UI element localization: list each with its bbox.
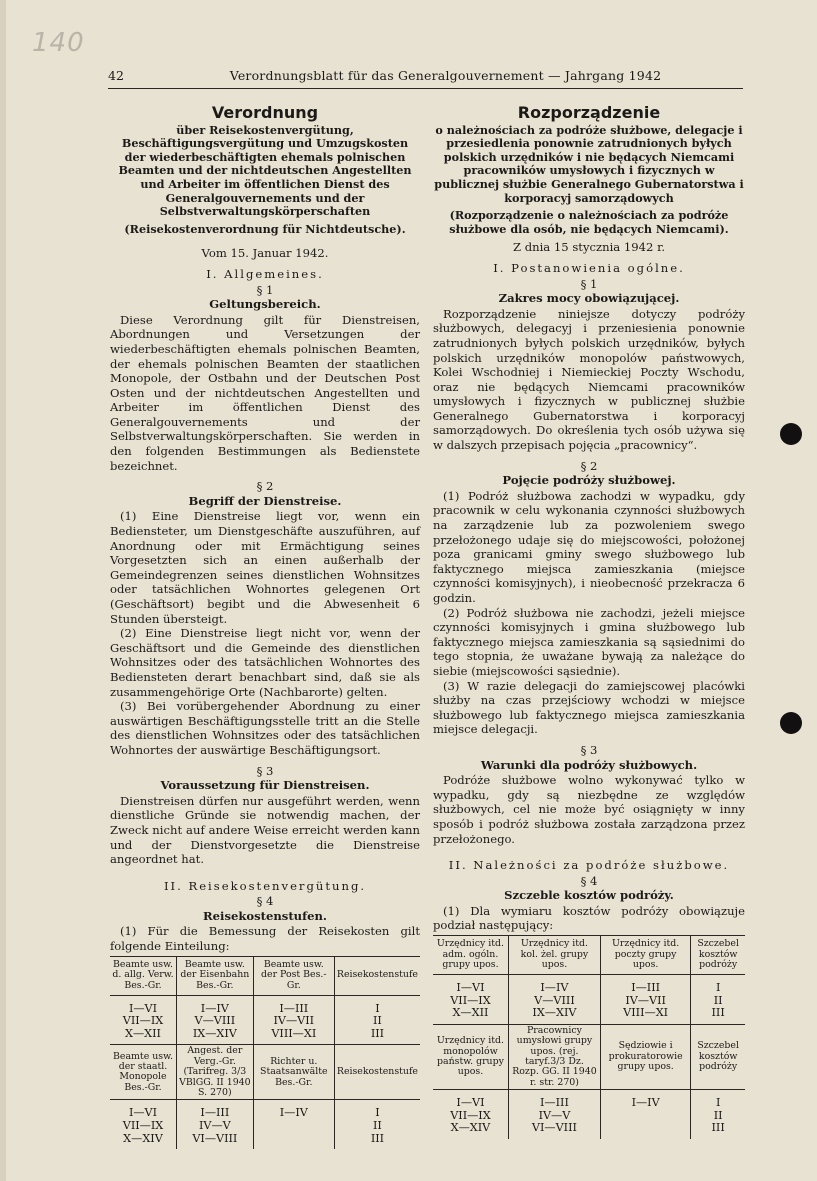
pencil-note: 140 bbox=[32, 28, 85, 58]
body-text: (2) Podróż służbowa nie zachodzi, jeżeli miejsce czynności komisyjnych i gmina służbowego lub faktycznego miejsca zamieszkania są sąsiednimi do tego stopnia, że uważane bywają za należące do siebie (miejscowości sąsiednie). bbox=[433, 605, 745, 678]
polish-section-2: II. Należności za podróże służbowe. bbox=[448, 858, 730, 873]
german-body-1 bbox=[110, 313, 420, 474]
punch-hole bbox=[780, 423, 802, 445]
german-heading-1: Geltungsbereich. bbox=[209, 297, 321, 312]
table-cell: I II III bbox=[691, 1090, 745, 1139]
table-header-cell: Szczebel kosztów podróży bbox=[691, 936, 745, 975]
body-text: (3) W razie delegacji do zamiejscowej placówki służby na czas przejściowy wchodzi w miejsce służbowego lub faktycznego miejsca zamieszkania miejsce delegacji. bbox=[433, 678, 745, 737]
paragraph-sign: § 2 bbox=[256, 479, 274, 494]
table-cell: I—IV bbox=[600, 1090, 690, 1139]
table-header-cell: Urzędnicy itd. adm. ogóln. grupy upos. bbox=[433, 936, 508, 975]
table-header-cell: Urzędnicy itd. poczty grupy upos. bbox=[600, 936, 690, 975]
table-cell: I—VI VII—IX X—XII bbox=[122, 1001, 164, 1040]
table-header-cell: Urzędnicy itd. monopolów państw. grupy upos. bbox=[433, 1024, 508, 1089]
body-text: Podróże służbowe wolno wykonywać tylko w wypadku, gdy są niezbędne ze względów służbowych, cel nie może być osiągnięty w inny sposób i podróż służbowa została zarządzona przez przełożonego. bbox=[433, 773, 745, 846]
header-rule bbox=[108, 88, 743, 89]
polish-date: Z dnia 15 stycznia 1942 r. bbox=[512, 240, 666, 255]
polish-body-3 bbox=[433, 773, 745, 846]
polish-body-4 bbox=[433, 904, 745, 933]
paragraph-sign: § 2 bbox=[580, 458, 598, 473]
table-cell: I—IV V—VIII IX—XIV bbox=[508, 975, 600, 1025]
paragraph-sign: § 3 bbox=[580, 742, 598, 757]
body-text: Rozporządzenie niniejsze dotyczy podróży służbowych, delegacyj i przeniesienia ponownie zatrudnionych byłych polskich urzędników, byłych polskich urzędników monopolów państwowych, Kolei Wschodniej i Niemieckiej Poczty Wschodu, oraz nie będących Niemcami pracowników umysłowych i fizycznych w publicznej służbie Generalnego Gubernatorstwa i korporacyj samorządowych. Do określenia tych osób używa się w dalszych przepisach pojęcia „pracownicy“. bbox=[433, 306, 745, 453]
table-header-cell: Szczebel kosztów podróży bbox=[691, 1024, 745, 1089]
german-date: Vom 15. Januar 1942. bbox=[201, 246, 329, 261]
polish-heading-4: Szczeble kosztów podróży. bbox=[504, 888, 674, 903]
german-cost-table bbox=[110, 956, 420, 1150]
polish-section-1: I. Postanowienia ogólne. bbox=[493, 260, 685, 275]
page-header bbox=[108, 68, 743, 83]
table-cell: I II III bbox=[691, 975, 745, 1025]
table-cell: I—III IV—V VI—VIII bbox=[176, 1100, 253, 1149]
german-title: Verordnung bbox=[211, 103, 319, 122]
body-text: (3) Bei vorübergehender Abordnung zu einer auswärtigen Beschäftigungsstelle tritt an die Stelle des dienstlichen Wohnsitzes oder des tatsächlichen Wohnortes der auswärtige Beschäftigungsort. bbox=[110, 699, 420, 757]
paragraph-sign: § 1 bbox=[580, 276, 598, 291]
paragraph-sign: § 1 bbox=[256, 282, 274, 297]
polish-heading-2: Pojęcie podróży służbowej. bbox=[502, 473, 676, 488]
german-body-2 bbox=[110, 509, 420, 757]
german-heading-2: Begriff der Dienstreise. bbox=[188, 493, 342, 508]
table-header-cell: Sędziowie i prokuratorowie grupy upos. bbox=[600, 1024, 690, 1089]
table-cell: I—III IV—V VI—VIII bbox=[508, 1090, 600, 1139]
table-header-cell: Urzędnicy itd. kol. żel. grupy upos. bbox=[508, 936, 600, 975]
german-section-1: I. Allgemeines. bbox=[206, 266, 324, 281]
german-body-3 bbox=[110, 794, 420, 867]
table-cell: I—VI VII—IX X—XIV bbox=[450, 1096, 491, 1135]
polish-column bbox=[433, 104, 745, 1139]
table-header-cell: Beamte usw. der Post Bes.-Gr. bbox=[253, 956, 334, 995]
polish-heading-1: Zakres mocy obowiązującej. bbox=[498, 291, 680, 306]
body-text: (2) Eine Dienstreise liegt nicht vor, wenn der Geschäftsort und die Gemeinde des dienstlichen Wohnsitzes oder des tatsächlichen Wohnortes des Bediensteten derart benachbart sind, daß sie als zusammengehörige Orte (Nachbarorte) gelten. bbox=[110, 626, 420, 699]
polish-body-2 bbox=[433, 489, 745, 737]
table-header-cell: Pracownicy umysłowi grupy upos. (rej. taryf.3/3 Dz. Rozp. GG. II 1940 r. str. 270) bbox=[508, 1024, 600, 1089]
polish-heading-3: Warunki dla podróży służbowych. bbox=[480, 757, 698, 772]
table-cell: I—III IV—VII VIII—XI bbox=[253, 995, 334, 1045]
body-text: (1) Für die Bemessung der Reisekosten gilt folgende Einteilung: bbox=[110, 924, 420, 954]
table-cell: I—VI VII—IX X—XIV bbox=[122, 1106, 164, 1145]
table-header-cell: Reisekostenstufe bbox=[334, 1045, 420, 1100]
table-cell: I—IV V—VIII IX—XIV bbox=[176, 995, 253, 1045]
table-cell: I—IV bbox=[253, 1100, 334, 1149]
table-header-cell: Angest. der Verg.-Gr. (Tarifreg. 3/3 VBlGG. II 1940 S. 270) bbox=[176, 1045, 253, 1100]
table-cell: I—VI VII—IX X—XII bbox=[450, 981, 491, 1020]
table-cell: I II III bbox=[334, 1100, 420, 1149]
polish-body-1 bbox=[433, 307, 745, 453]
table-header-cell: Beamte usw. d. allg. Verw. Bes.-Gr. bbox=[110, 956, 176, 995]
paragraph-sign: § 4 bbox=[256, 894, 274, 909]
table-header-cell: Richter u. Staatsanwälte Bes.-Gr. bbox=[253, 1045, 334, 1100]
polish-short-name: (Rozporządzenie o należnościach za podróże służbowe dla osób, nie będących Niemcami). bbox=[449, 208, 729, 236]
table-cell: I II III bbox=[334, 995, 420, 1045]
table-header-cell: Reisekostenstufe bbox=[334, 956, 420, 995]
body-text: Dienstreisen dürfen nur ausgeführt werden, wenn dienstliche Gründe sie notwendig machen, der Zweck nicht auf andere Weise erreicht werden kann und der Dienstvorgesetzte die Dienstreise angeordnet hat. bbox=[110, 793, 420, 867]
paragraph-sign: § 4 bbox=[580, 873, 598, 888]
running-title: Verordnungsblatt für das Generalgouvernement — Jahrgang 1942 bbox=[229, 68, 662, 83]
punch-hole bbox=[780, 712, 802, 734]
paragraph-sign: § 3 bbox=[256, 763, 274, 778]
german-short-name: (Reisekostenverordnung für Nichtdeutsche). bbox=[124, 221, 406, 236]
polish-cost-table bbox=[433, 935, 745, 1139]
german-subtitle: über Reisekostenvergütung, Beschäftigungsvergütung und Umzugskosten der wiederbeschäftigten ehemals polnischen Beamten und der nichtdeutschen Angestellten und Arbeiter im öffentlichen Dienst des Generalgouvernements und der Selbstverwaltungskörperschaften bbox=[118, 122, 412, 219]
german-heading-4: Reisekostenstufen. bbox=[203, 908, 327, 923]
body-text: (1) Dla wymiaru kosztów podróży obowiązuje podział następujący: bbox=[433, 903, 745, 933]
german-body-4 bbox=[110, 924, 420, 953]
body-text: (1) Podróż służbowa zachodzi w wypadku, gdy pracownik w celu wykonania czynności służbowych na zarządzenie lub za pozwoleniem swego przełożonego udaje się do miejscowości, położonej poza granicami gminy swego służbowego lub faktycznego miejsca zamieszkania (miejsce czynności komisyjnych), i nieobecność przekracza 6 godzin. bbox=[433, 488, 745, 605]
page-number: 42 bbox=[108, 68, 124, 83]
binding-edge bbox=[0, 0, 6, 1181]
german-section-2: II. Reisekostenvergütung. bbox=[163, 878, 367, 893]
polish-title: Rozporządzenie bbox=[517, 103, 661, 122]
polish-subtitle: o należnościach za podróże służbowe, delegacje i przesiedlenia ponownie zatrudnionych byłych polskich urzędników i nie będących Niemcami pracowników umysłowych i fizycznych w publicznej służbie Generalnego Gubernatorstwa i korporacyj samorządowych bbox=[434, 122, 744, 205]
table-cell: I—III IV—VII VIII—XI bbox=[600, 975, 690, 1025]
german-column bbox=[110, 104, 420, 1149]
german-heading-3: Voraussetzung für Dienstreisen. bbox=[160, 778, 370, 793]
body-text: Diese Verordnung gilt für Dienstreisen, Abordnungen und Versetzungen der wiederbeschäftigten ehemals polnischen Beamten, der ehemals polnischen Beamten der staatlichen Monopole, der Ostbahn und der Deutschen Post Osten und der nichtdeutschen Angestellten und Arbeiter im öffentlichen Dienst des Generalgouvernements und der Selbstverwaltungskörperschaften. Sie werden in den folgenden Bestimmungen als Bedienstete bezeichnet. bbox=[110, 312, 420, 473]
table-header-cell: Beamte usw. der Eisenbahn Bes.-Gr. bbox=[176, 956, 253, 995]
body-text: (1) Eine Dienstreise liegt vor, wenn ein Bediensteter, um Dienstgeschäfte auszuführen, auf Anordnung oder mit Ermächtigung seines Vorgesetzten sich an einen außerhalb der Gemeindegrenzen seines dienstlichen Wohnsitzes oder tatsächlichen Wohnortes gelegenen Ort (Geschäftsort) begibt und die Abwesenheit 6 Stunden übersteigt. bbox=[110, 509, 420, 626]
table-header-cell: Beamte usw. der staatl. Monopole Bes.-Gr. bbox=[110, 1045, 176, 1100]
